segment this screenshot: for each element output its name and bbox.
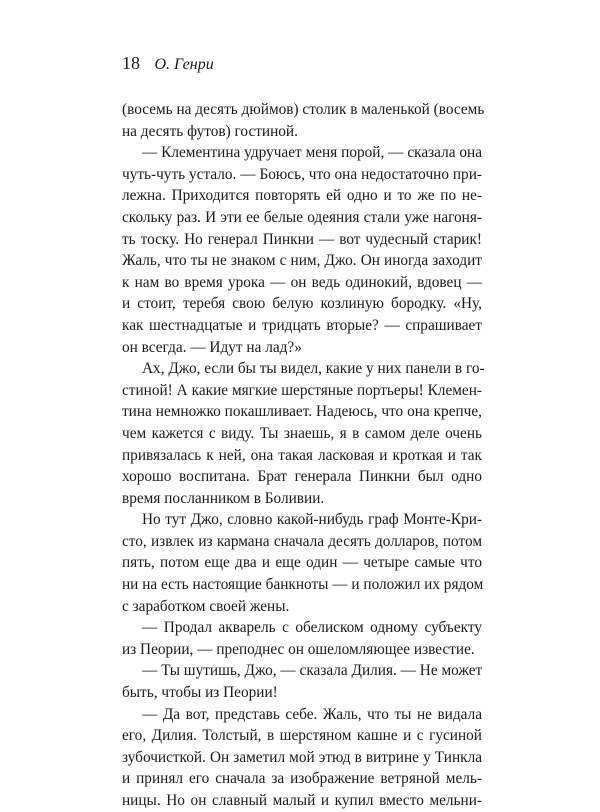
text-line: ть тоску. Но генерал Пинкни — вот чудесный старик! — [122, 230, 482, 248]
text-line: с заработком своей жены. — [122, 597, 290, 615]
text-line: — Клементина удручает меня порой, — сказала она — [142, 144, 482, 162]
running-head — [122, 52, 214, 76]
text-line: как шестнадцатые и тридцать вторые? — спрашивает — [122, 316, 482, 334]
text-line: Но тут Джо, словно какой-нибудь граф Монте-Кри- — [142, 511, 482, 529]
text-line: ницы. Но он славный малый и купил вместо мельни- — [122, 792, 482, 809]
text-line: зубочисткой. Он заметил мой этюд в витрине у Тинкла — [122, 748, 482, 766]
text-line: привязалась к ней, она такая ласковая и кроткая и так — [122, 446, 482, 464]
text-line: хорошо воспитана. Брат генерала Пинкни был одно — [122, 468, 482, 486]
text-line: и принял его сначала за изображение ветряной мель- — [122, 770, 482, 788]
text-line: — Продал акварель с обелиском одному субъекту — [142, 619, 482, 637]
text-line: скольку раз. И эти ее белые одеяния стали уже нагоня- — [122, 208, 482, 226]
text-line: ни на есть настоящие банкноты — и положил их рядом — [122, 576, 484, 594]
body-text — [122, 99, 485, 812]
text-line: он всегда. — Идут на лад?» — [122, 338, 302, 356]
text-line: стиной! А какие мягкие шерстяные портьеры! Клемен- — [122, 381, 482, 399]
text-line: и стоит, теребя свою белую козлиную бородку. «Ну, — [122, 295, 482, 313]
text-line: к нам во время урока — он ведь одинокий, вдовец — — [122, 273, 482, 291]
text-line: Ах, Джо, если бы ты видел, какие у них панели в го- — [142, 360, 485, 378]
text-line: сто, извлек из кармана сначала десять долларов, потом — [122, 532, 482, 550]
text-line: быть, чтобы из Пеории! — [122, 684, 278, 702]
text-line: чуть-чуть устало. — Боюсь, что она недостаточно при- — [122, 165, 482, 183]
text-line: лежна. Приходится повторять ей одно и то же по не- — [122, 187, 482, 205]
text-line: из Пеории, — преподнес он ошеломляющее известие. — [122, 640, 475, 658]
text-line: — Ты шутишь, Джо, — сказала Дилия. — Не может — [142, 662, 483, 680]
text-line: время посланником в Боливии. — [122, 489, 325, 507]
running-head-author: О. Генри — [154, 56, 214, 73]
text-line: чем кажется с виду. Ты знаешь, я в самом деле очень — [122, 424, 482, 442]
text-line: на десять футов) гостиной. — [122, 122, 298, 140]
text-line: Жаль, что ты не знаком с ним, Джо. Он иногда заходит — [122, 252, 482, 270]
text-line: пять, потом еще два и еще один — четыре самые что — [122, 554, 482, 572]
text-line: — Да вот, представь себе. Жаль, что ты не видала — [142, 705, 482, 723]
text-line: (восемь на десять дюймов) столик в маленькой (восемь — [122, 101, 485, 118]
text-line: его, Дилия. Толстый, в шерстяном кашне и с гусиной — [122, 727, 482, 745]
text-line: тина немножко покашливает. Надеюсь, что она крепче, — [122, 403, 482, 421]
page-number: 18 — [122, 53, 140, 73]
